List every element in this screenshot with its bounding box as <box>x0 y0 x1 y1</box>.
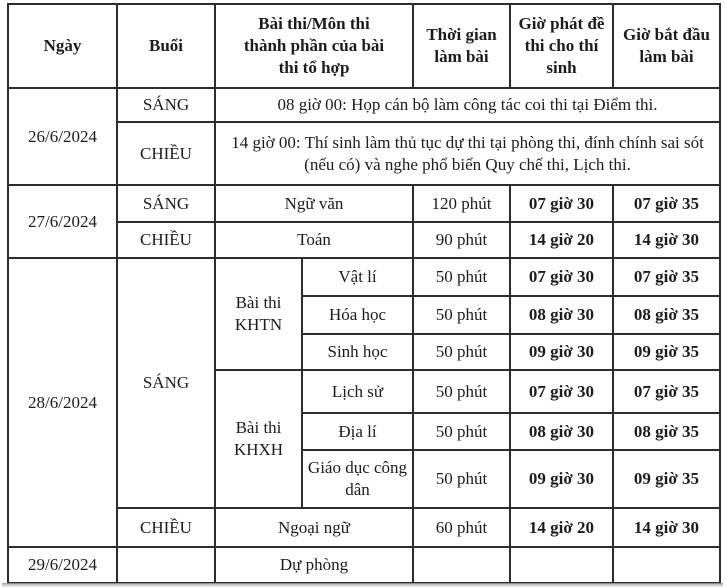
session-cell-27-afternoon: CHIỀU <box>117 222 215 258</box>
session-cell-28-morning: SÁNG <box>117 258 215 508</box>
handout-cell-dia-li: 08 giờ 30 <box>510 413 613 450</box>
handout-cell-sinh-hoc: 09 giờ 30 <box>510 334 613 370</box>
duration-cell-ngu-van: 120 phút <box>413 185 510 222</box>
duration-cell-lich-su: 50 phút <box>413 370 510 413</box>
header-exam <box>215 4 413 88</box>
subject-cell-sinh-hoc: Sinh học <box>302 334 413 370</box>
row-26-morning <box>8 88 720 122</box>
handout-cell-lich-su: 07 giờ 30 <box>510 370 613 413</box>
exam-schedule-table <box>7 3 721 584</box>
session-cell-26-morning: SÁNG <box>117 88 215 122</box>
date-cell-27-6: 27/6/2024 <box>8 185 117 258</box>
start-cell-lich-su: 07 giờ 35 <box>613 370 720 413</box>
subject-cell-dia-li: Địa lí <box>302 413 413 450</box>
session-cell-26-afternoon: CHIỀU <box>117 122 215 185</box>
duration-cell-toan: 90 phút <box>413 222 510 258</box>
subject-cell-lich-su: Lịch sử <box>302 370 413 413</box>
date-cell-26-6: 26/6/2024 <box>8 88 117 185</box>
duration-cell-hoa-hoc: 50 phút <box>413 296 510 334</box>
header-date: Ngày <box>8 4 117 88</box>
subject-cell-ngu-van: Ngữ văn <box>215 185 413 222</box>
start-cell-hoa-hoc: 08 giờ 35 <box>613 296 720 334</box>
header-duration <box>413 4 510 88</box>
header-row <box>8 4 720 88</box>
handout-cell-29-empty <box>510 547 613 583</box>
duration-cell-gdcd: 50 phút <box>413 450 510 508</box>
date-cell-29-6: 29/6/2024 <box>8 547 117 583</box>
header-handout-time <box>510 4 613 88</box>
start-cell-sinh-hoc: 09 giờ 35 <box>613 334 720 370</box>
scan-edge-shadow <box>2 583 723 587</box>
duration-cell-vat-li: 50 phút <box>413 258 510 296</box>
start-cell-ngu-van: 07 giờ 35 <box>613 185 720 222</box>
header-start-time <box>613 4 720 88</box>
duration-cell-sinh-hoc: 50 phút <box>413 334 510 370</box>
start-cell-gdcd: 09 giờ 35 <box>613 450 720 508</box>
row-27-morning <box>8 185 720 222</box>
row-29-reserve <box>8 547 720 583</box>
handout-cell-ngu-van: 07 giờ 30 <box>510 185 613 222</box>
start-cell-ngoai-ngu: 14 giờ 30 <box>613 508 720 547</box>
row-28-vat-li <box>8 258 720 296</box>
subject-cell-ngoai-ngu: Ngoại ngữ <box>215 508 413 547</box>
start-cell-toan: 14 giờ 30 <box>613 222 720 258</box>
header-handout-time-label: Giờ phát đề thi cho thí sinh <box>518 14 605 77</box>
session-cell-28-afternoon: CHIỀU <box>117 508 215 547</box>
handout-cell-vat-li: 07 giờ 30 <box>510 258 613 296</box>
duration-cell-ngoai-ngu: 60 phút <box>413 508 510 547</box>
group-cell-khtn: Bài thi KHTN <box>215 258 302 370</box>
start-cell-vat-li: 07 giờ 35 <box>613 258 720 296</box>
session-cell-27-morning: SÁNG <box>117 185 215 222</box>
header-exam-label: Bài thi/Môn thi thành phần của bài thi tổ hợp <box>243 14 385 77</box>
handout-cell-toan: 14 giờ 20 <box>510 222 613 258</box>
header-session: Buổi <box>117 4 215 88</box>
handout-cell-hoa-hoc: 08 giờ 30 <box>510 296 613 334</box>
session-cell-29-empty <box>117 547 215 583</box>
subject-cell-gdcd: Giáo dục công dân <box>302 450 413 508</box>
handout-cell-ngoai-ngu: 14 giờ 20 <box>510 508 613 547</box>
note-cell-26-afternoon: 14 giờ 00: Thí sinh làm thủ tục dự thi tại phòng thi, đính chính sai sót (nếu có) và nghe phổ biến Quy chế thi, Lịch thi. <box>215 122 720 185</box>
subject-cell-toan: Toán <box>215 222 413 258</box>
date-cell-28-6: 28/6/2024 <box>8 258 117 547</box>
note-cell-26-morning: 08 giờ 00: Họp cán bộ làm công tác coi thi tại Điểm thi. <box>215 88 720 122</box>
start-cell-29-empty <box>613 547 720 583</box>
header-duration-label: Thời gian làm bài <box>426 25 497 66</box>
note-cell-du-phong: Dự phòng <box>215 547 413 583</box>
handout-cell-gdcd: 09 giờ 30 <box>510 450 613 508</box>
header-start-time-label: Giờ bắt đầu làm bài <box>623 25 710 66</box>
subject-cell-hoa-hoc: Hóa học <box>302 296 413 334</box>
duration-cell-dia-li: 50 phút <box>413 413 510 450</box>
subject-cell-vat-li: Vật lí <box>302 258 413 296</box>
group-cell-khxh: Bài thi KHXH <box>215 370 302 508</box>
start-cell-dia-li: 08 giờ 35 <box>613 413 720 450</box>
duration-cell-29-empty <box>413 547 510 583</box>
